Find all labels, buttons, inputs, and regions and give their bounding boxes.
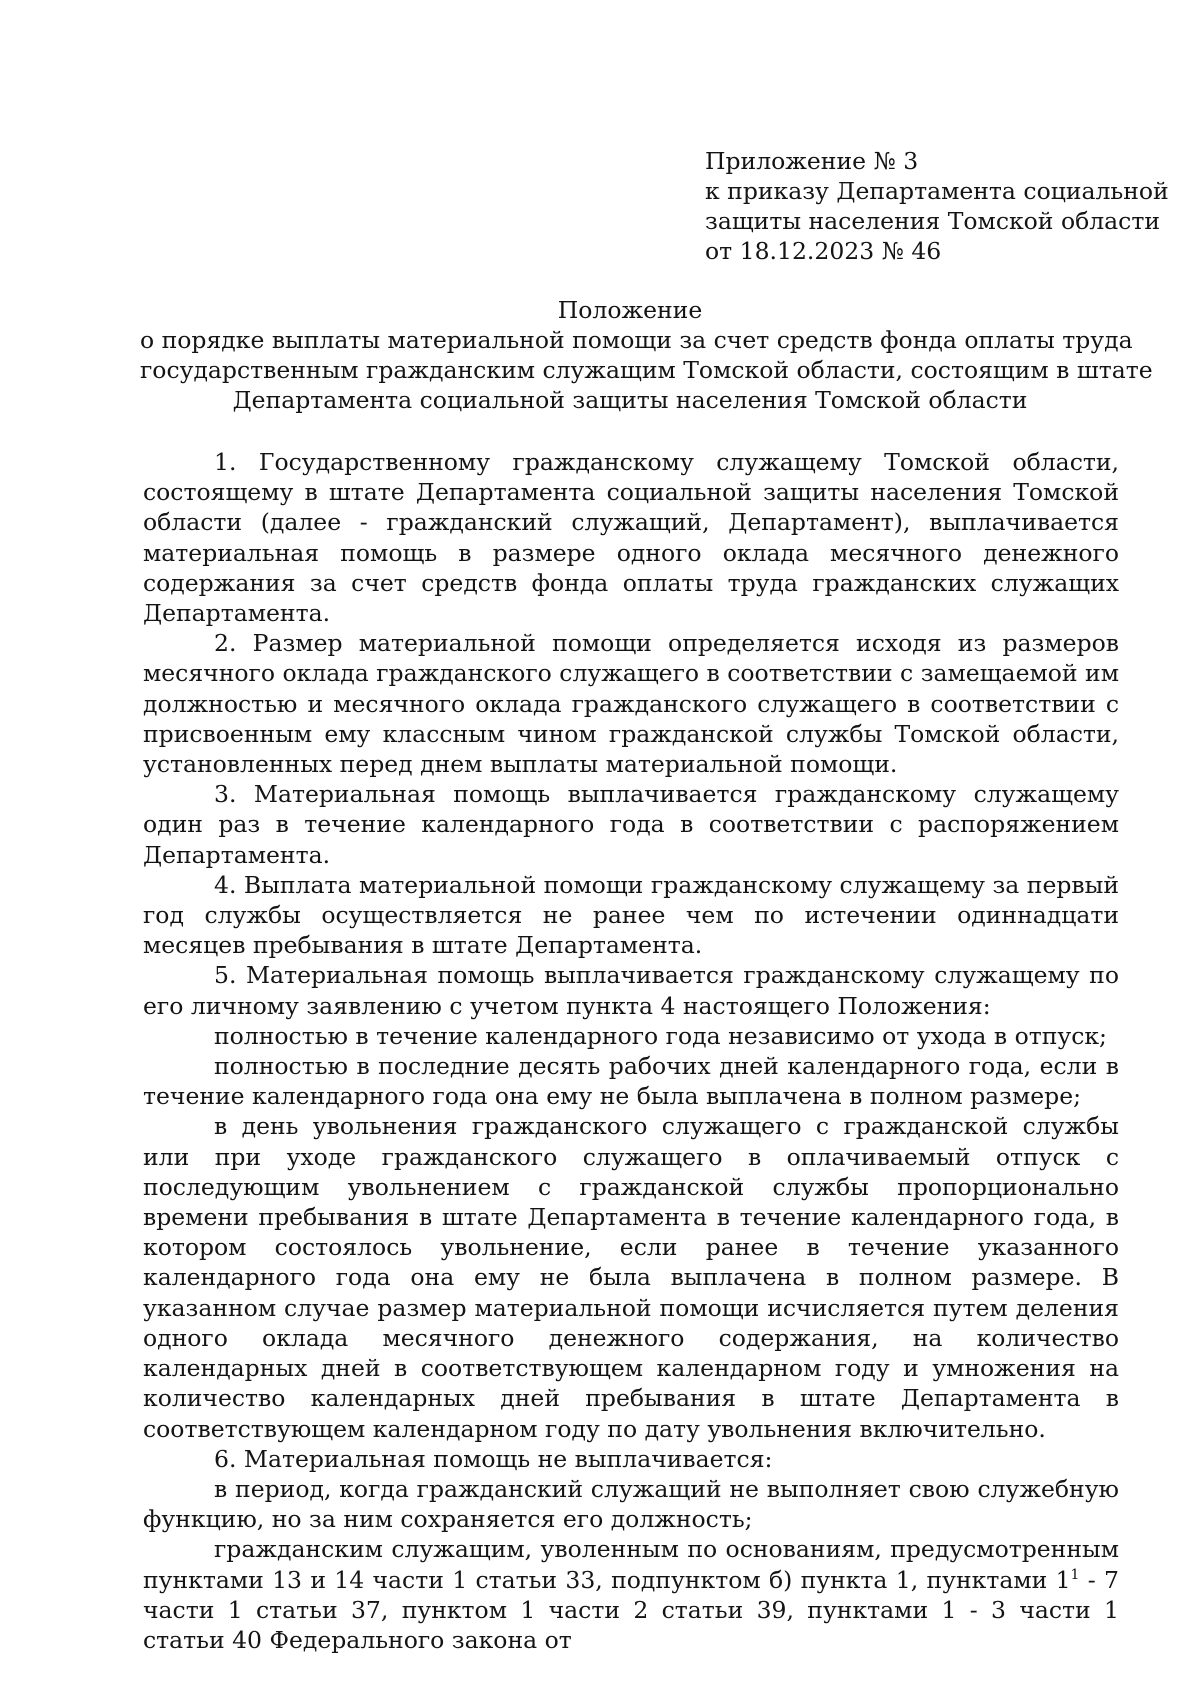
- appendix-reference: к приказу Департамента социальной: [705, 177, 1169, 205]
- paragraph-4: 4. Выплата материальной помощи гражданскому служащему за первый год службы осуществляется не ранее чем по истечении одиннадцати месяцев пребывания в штате Департамента.: [143, 870, 1119, 960]
- paragraph-2: 2. Размер материальной помощи определяется исходя из размеров месячного оклада гражданского служащего в соответствии с замещаемой им должностью и месячного оклада гражданского служащего в соответствии с присвоенным ему классным чином гражданской службы Томской области, установленных перед днем выплаты материальной помощи.: [143, 629, 1119, 779]
- title-line: Положение: [557, 296, 703, 324]
- paragraph-text: - 7 части 1 статьи 37, пунктом 1 части 2 статьи 39, пунктами 1 - 3 части 1 статьи 40 Федерального закона от: [143, 1565, 1119, 1654]
- title-line: о порядке выплаты материальной помощи за счет средств фонда оплаты труда: [140, 326, 1133, 354]
- appendix-reference-cont: защиты населения Томской области: [705, 207, 1161, 235]
- appendix-number: Приложение № 3: [705, 147, 919, 175]
- paragraph-5-item: в день увольнения гражданского служащего с гражданской службы или при уходе гражданского служащего в оплачиваемый отпуск с последующим увольнением с гражданской службы пропорционально времени пребывания в штате Департамента в течение календарного года, в котором состоялось увольнение, если ранее в течение указанного календарного года она ему не была выплачена в полном размере. В указанном случае размер материальной помощи исчисляется путем деления одного оклада месячного денежного содержания, на количество календарных дней в соответствующем календарном году и умножения на количество календарных дней пребывания в штате Департамента в соответствующем календарном году по дату увольнения включительно.: [143, 1112, 1119, 1443]
- paragraph-6-item: [143, 1534, 1119, 1655]
- paragraph-6: 6. Материальная помощь не выплачивается:: [214, 1444, 773, 1473]
- paragraph-6-item: в период, когда гражданский служащий не выполняет свою служебную функцию, но за ним сохраняется его должность;: [143, 1474, 1119, 1534]
- title-line: государственным гражданским служащим Томской области, состоящим в штате: [140, 356, 1153, 384]
- paragraph-text: гражданским служащим, уволенным по основаниям, предусмотренным пунктами 13 и 14 части 1 статьи 33, подпунктом б) пункта 1, пунктами 1: [143, 1535, 1119, 1594]
- document-body: [143, 447, 1119, 1655]
- paragraph-3: 3. Материальная помощь выплачивается гражданскому служащему один раз в течение календарного года в соответствии с распоряжением Департамента.: [143, 780, 1119, 869]
- superscript: 1: [1070, 1566, 1080, 1583]
- paragraph-5-item: полностью в течение календарного года независимо от ухода в отпуск;: [214, 1021, 1107, 1050]
- title-line: Департамента социальной защиты населения Томской области: [232, 386, 1028, 414]
- paragraph-1: 1. Государственному гражданскому служащему Томской области, состоящему в штате Департамента социальной защиты населения Томской области (далее - гражданский служащий, Департамент), выплачивается материальная помощь в размере одного оклада месячного денежного содержания за счет средств фонда оплаты труда гражданских служащих Департамента.: [143, 448, 1119, 628]
- paragraph-5-item: полностью в последние десять рабочих дней календарного года, если в течение календарного года она ему не была выплачена в полном размере;: [143, 1052, 1119, 1111]
- document-title: [140, 295, 1153, 415]
- paragraph-5: 5. Материальная помощь выплачивается гражданскому служащему по его личному заявлению с учетом пункта 4 настоящего Положения:: [143, 961, 1119, 1020]
- appendix-header: [705, 146, 1169, 266]
- appendix-order-date: от 18.12.2023 № 46: [705, 237, 942, 265]
